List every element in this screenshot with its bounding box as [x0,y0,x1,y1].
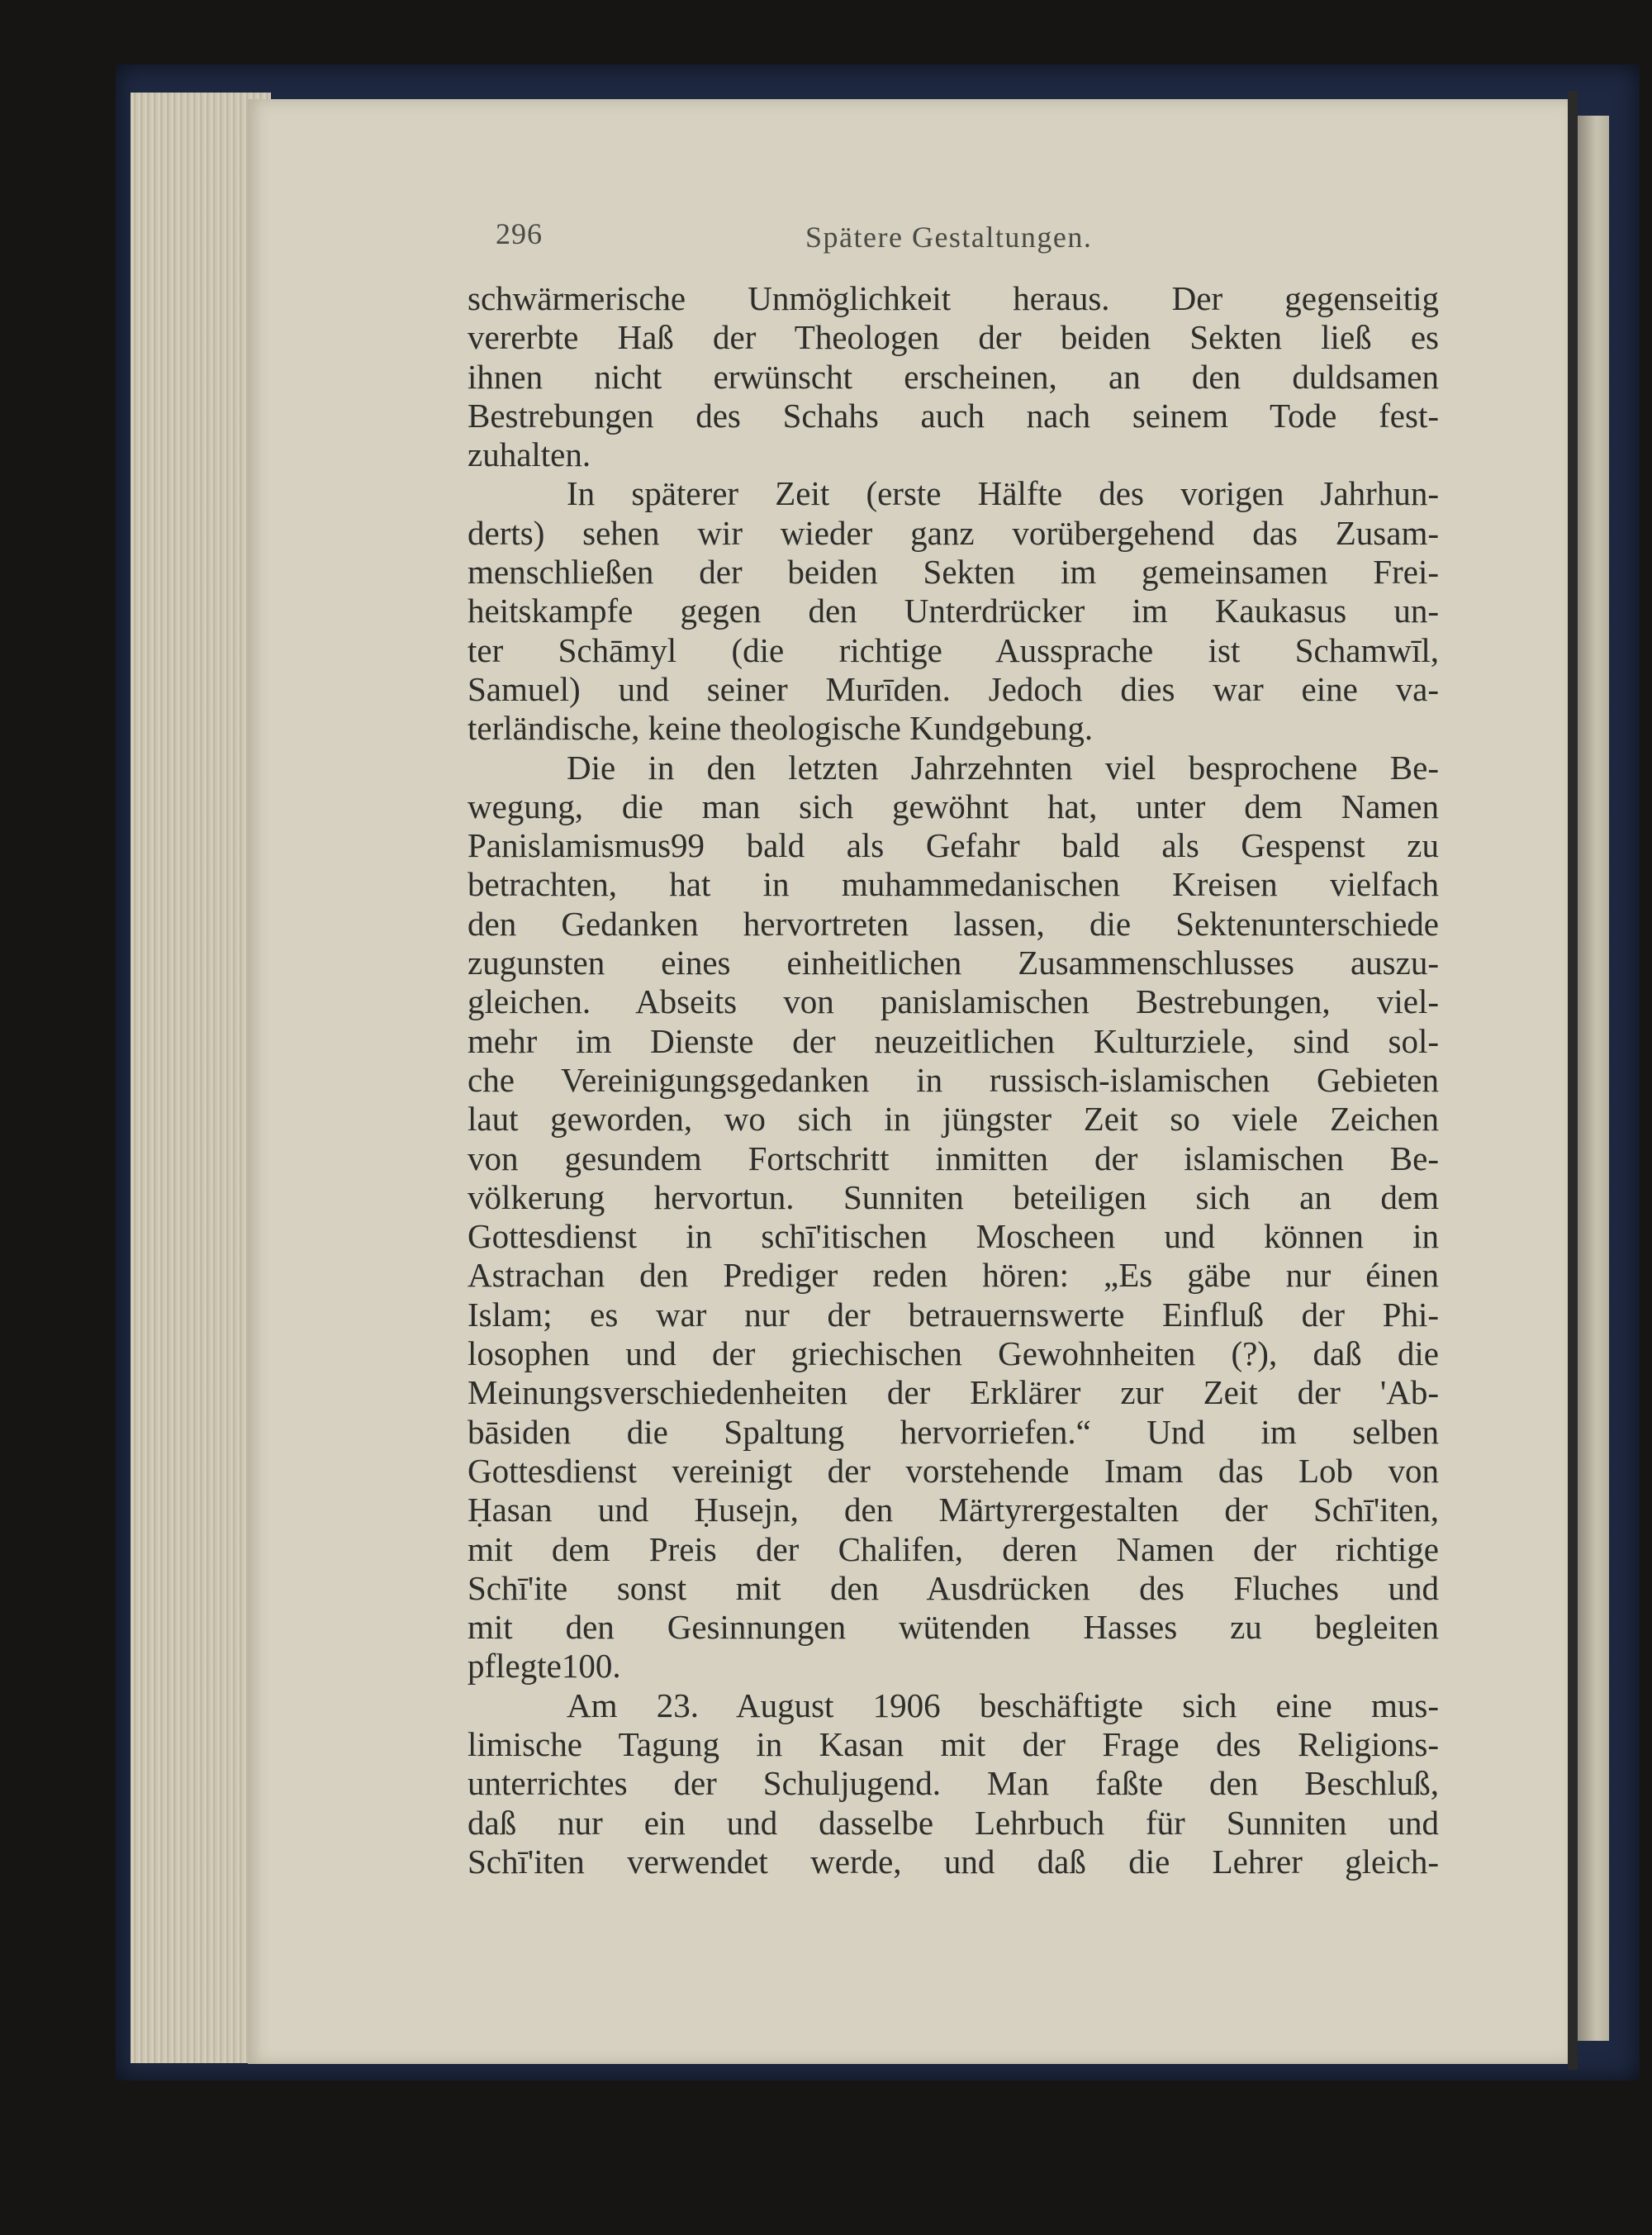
text-line: Ḥasan und Ḥusejn, den Märtyrergestalten der Schī'iten, [468,1491,1439,1529]
text-line: Gottesdienst in schī'itischen Moscheen und können in [468,1217,1439,1256]
text-line: Die in den letzten Jahrzehnten viel besprochene Be- [567,748,1439,787]
page-number: 296 [496,217,543,250]
text-line: bāsiden die Spaltung hervorriefen.“ Und im selben [468,1412,1439,1451]
text-line: ter Schāmyl (die richtige Aussprache ist Schamwīl, [468,630,1439,669]
text-line: daß nur ein und dasselbe Lehrbuch für Sunniten und [468,1803,1439,1842]
text-line: betrachten, hat in muhammedanischen Kreisen vielfach [468,865,1439,904]
text-line: Schī'ite sonst mit den Ausdrücken des Fluches und [468,1568,1439,1607]
text-line: ihnen nicht erwünscht erscheinen, an den duldsamen [468,357,1439,396]
text-line: Astrachan den Prediger reden hören: „Es gäbe nur éinen [468,1256,1439,1295]
text-line: limische Tagung in Kasan mit der Frage des Religions- [468,1724,1439,1763]
text-line: Bestrebungen des Schahs auch nach seinem Tode fest- [468,396,1439,435]
text-line: von gesundem Fortschritt inmitten der islamischen Be- [468,1139,1439,1177]
text-line: pflegte100. [468,1647,621,1686]
text-line: gleichen. Abseits von panislamischen Bestrebungen, viel- [468,982,1439,1021]
text-line: che Vereinigungsgedanken in russisch-islamischen Gebieten [468,1060,1439,1099]
text-line: Samuel) und seiner Murīden. Jedoch dies war eine va- [468,669,1439,708]
text-line: Schī'iten verwendet werde, und daß die Lehrer gleich- [468,1842,1439,1881]
text-line: unterrichtes der Schuljugend. Man faßte den Beschluß, [468,1764,1439,1803]
facing-page-edge [1578,116,1609,2041]
text-line: Gottesdienst vereinigt der vorstehende Imam das Lob von [468,1451,1439,1490]
page-header [496,216,1437,266]
text-line: Am 23. August 1906 beschäftigte sich eine mus- [567,1686,1439,1724]
body-text [468,279,1439,1881]
text-line: laut geworden, wo sich in jüngster Zeit so viele Zeichen [468,1100,1439,1139]
text-line: Panislamismus99 bald als Gefahr bald als Gespenst zu [468,826,1439,865]
book-gutter [1568,91,1578,2070]
text-line: schwärmerische Unmöglichkeit heraus. Der gegenseitig [468,279,1439,317]
text-line: wegung, die man sich gewöhnt hat, unter dem Namen [468,787,1439,825]
text-line: derts) sehen wir wieder ganz vorübergehend das Zusam- [468,513,1439,552]
text-line: heitskampfe gegen den Unterdrücker im Kaukasus un- [468,592,1439,630]
text-line: mit den Gesinnungen wütenden Hasses zu begleiten [468,1608,1439,1647]
text-line: menschließen der beiden Sekten im gemeinsamen Frei- [468,553,1439,592]
text-line: den Gedanken hervortreten lassen, die Sektenunterschiede [468,904,1439,943]
text-line: völkerung hervortun. Sunniten beteiligen sich an dem [468,1177,1439,1216]
text-line: In späterer Zeit (erste Hälfte des vorigen Jahrhun- [567,474,1439,513]
text-line: zugunsten eines einheitlichen Zusammenschlusses auszu- [468,944,1439,982]
text-line: Meinungsverschiedenheiten der Erklärer zur Zeit der 'Ab- [468,1373,1439,1412]
text-line: terländische, keine theologische Kundgebung. [468,709,1094,748]
running-head: Spätere Gestaltungen. [805,221,1093,254]
text-line: vererbte Haß der Theologen der beiden Sekten ließ es [468,318,1439,357]
text-line: losophen und der griechischen Gewohnheiten (?), daß die [468,1334,1439,1373]
text-line: zuhalten. [468,435,591,474]
text-line: mit dem Preis der Chalifen, deren Namen der richtige [468,1529,1439,1568]
text-line: mehr im Dienste der neuzeitlichen Kulturziele, sind sol- [468,1021,1439,1060]
text-line: Islam; es war nur der betrauernswerte Einfluß der Phi- [468,1295,1439,1334]
